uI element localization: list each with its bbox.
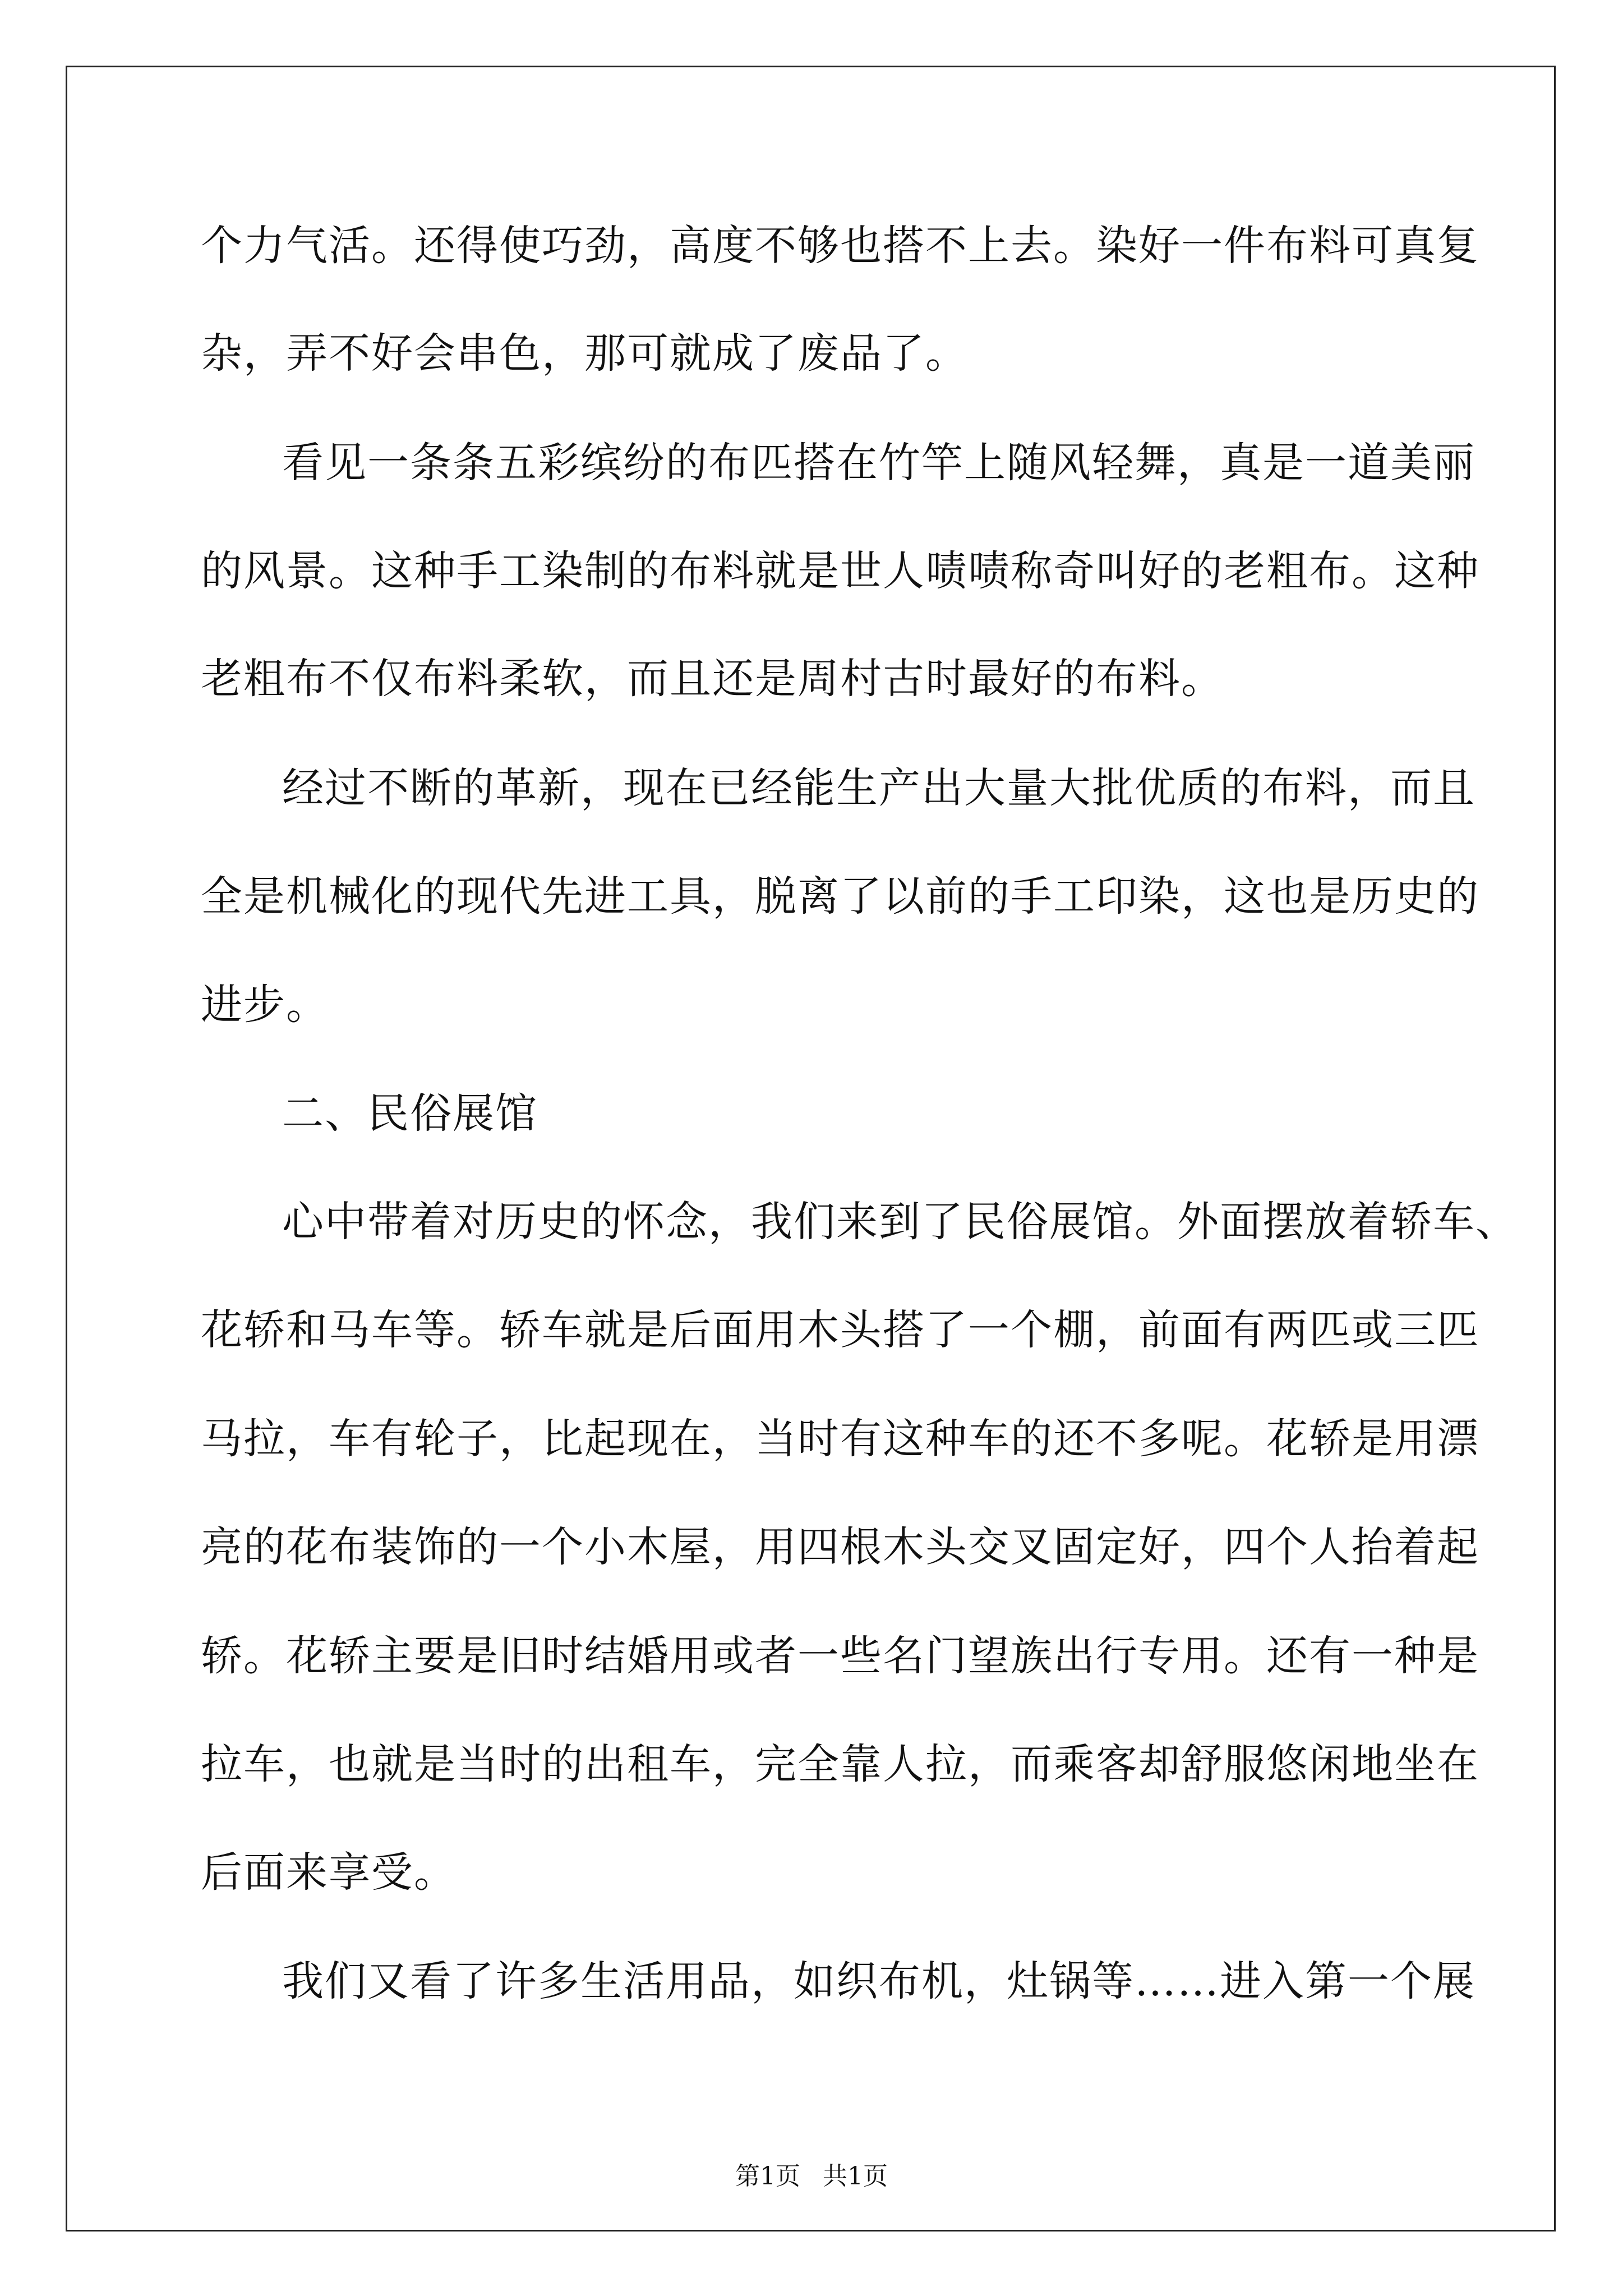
text-line: 进步。 xyxy=(201,981,329,1029)
section-heading: 二、民俗展馆 xyxy=(282,1089,538,1138)
text-line: 拉车，也就是当时的出租车，完全靠人拉，而乘客却舒服悠闲地坐在 xyxy=(201,1740,1479,1788)
text-line: 心中带着对历史的怀念，我们来到了民俗展馆。外面摆放着轿车、 xyxy=(282,1198,1518,1246)
text-line: 轿。花轿主要是旧时结婚用或者一些名门望族出行专用。还有一种是 xyxy=(201,1632,1479,1680)
text-line: 马拉，车有轮子，比起现在，当时有这种车的还不多呢。花轿是用漂 xyxy=(201,1415,1479,1463)
text-line: 看见一条条五彩缤纷的布匹搭在竹竿上随风轻舞，真是一道美丽 xyxy=(282,439,1476,487)
page-total: 共1页 xyxy=(823,2162,888,2191)
text-line: 亮的花布装饰的一个小木屋，用四根木头交叉固定好，四个人抬着起 xyxy=(201,1523,1479,1571)
text-line: 个力气活。还得使巧劲，高度不够也搭不上去。染好一件布料可真复 xyxy=(201,222,1479,270)
page-border xyxy=(66,66,1556,2231)
text-line: 经过不断的革新，现在已经能生产出大量大批优质的布料，而且 xyxy=(282,764,1476,812)
page-number: 第1页 xyxy=(735,2162,800,2191)
text-line: 我们又看了许多生活用品，如织布机，灶锅等……进入第一个展 xyxy=(282,1957,1476,2005)
text-line: 的风景。这种手工染制的布料就是世人啧啧称奇叫好的老粗布。这种 xyxy=(201,547,1479,595)
text-line: 杂，弄不好会串色，那可就成了废品了。 xyxy=(201,329,968,378)
text-line: 老粗布不仅布料柔软，而且还是周村古时最好的布料。 xyxy=(201,655,1224,703)
text-line: 全是机械化的现代先进工具，脱离了以前的手工印染，这也是历史的 xyxy=(201,872,1479,921)
text-line: 花轿和马车等。轿车就是后面用木头搭了一个棚，前面有两匹或三匹 xyxy=(201,1306,1479,1354)
text-line: 后面来享受。 xyxy=(201,1848,457,1897)
page-footer xyxy=(0,2160,1623,2193)
